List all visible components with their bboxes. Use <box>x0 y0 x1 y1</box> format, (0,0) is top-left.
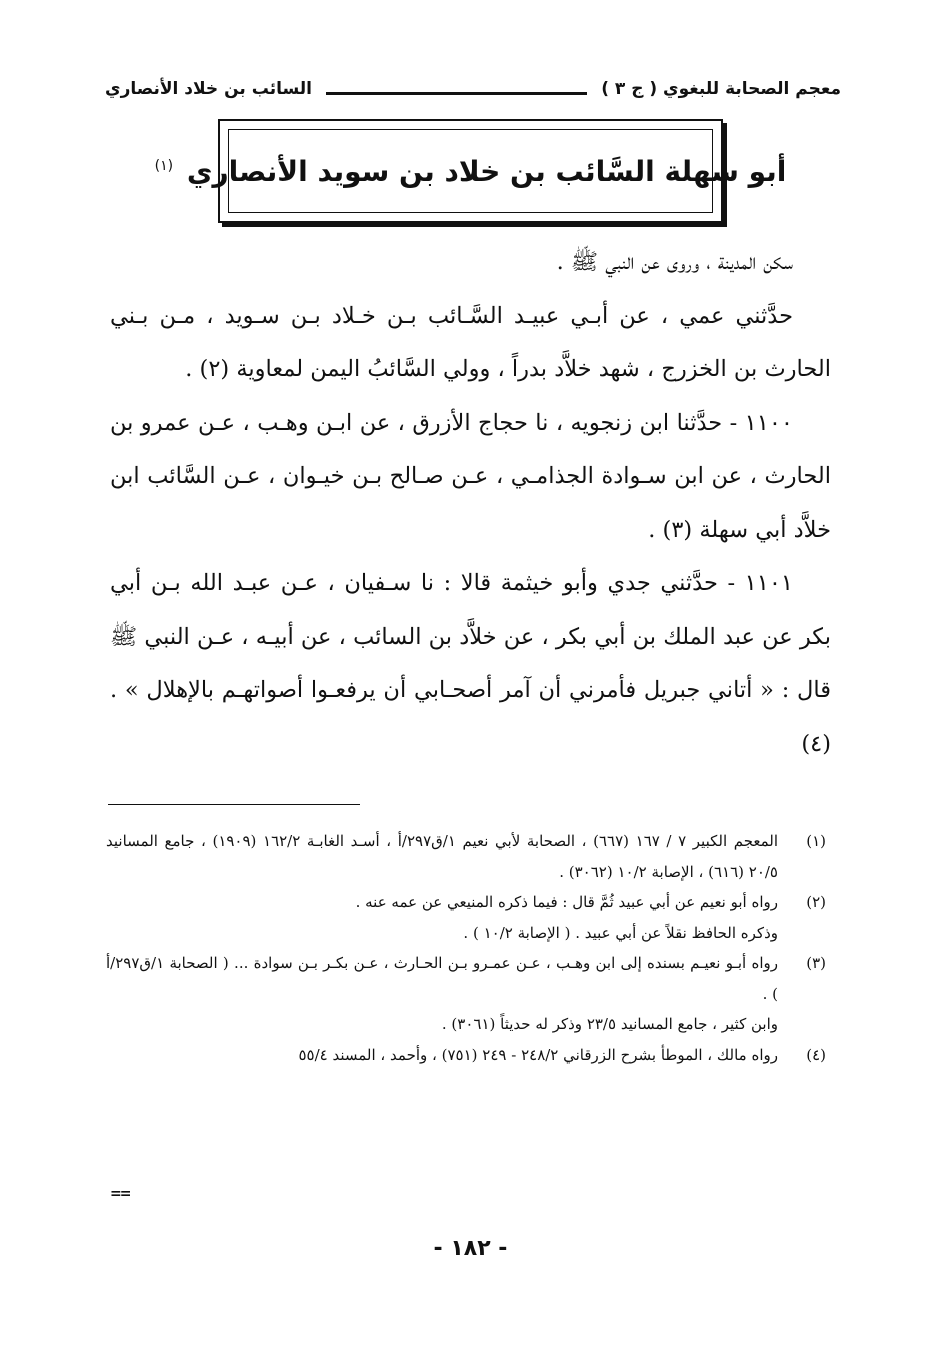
footnote-4 <box>106 1040 826 1071</box>
footnote-text: رواه مالك ، الموطأ بشرح الزرقاني ٢٤٨/٢ - ٢٤٩ (٧٥١) ، وأحمد ، المسند ٥٥/٤ <box>298 1045 778 1064</box>
header-entry-name: السائب بن خلاد الأنصاري <box>105 79 312 99</box>
footnote-text: رواه أبو نعيم عن أبي عبيد ثُمَّ قال : فيما ذكره المنيعي عن عمه عنه . <box>355 893 778 911</box>
footnote-3-continuation: وابن كثير ، جامع المسانيد ٢٣/٥ وذكر له حديثاً (٣٠٦١) . <box>441 1015 778 1033</box>
footnotes-section <box>106 826 826 1070</box>
footnote-2 <box>106 887 826 918</box>
entry-title-inner-frame <box>154 129 787 213</box>
footnote-number: (٤) <box>806 1045 826 1064</box>
entry-title <box>155 155 787 188</box>
footnote-3 <box>106 948 826 1009</box>
header-rule <box>326 92 587 95</box>
footnote-number: (٣) <box>806 954 826 972</box>
paragraph: حدَّثني عمي ، عن أبـي عبيـد السَّـائب بـن خـلاد بـن سـويد ، مـن بـني الحارث بن الخزرج ، شهد خلاَّد بدراً ، وولي السَّائبُ اليمن لمعاوية (٢) . <box>110 302 831 382</box>
footnote-text: رواه أبـو نعيـم بسنده إلى ابن وهـب ، عـن عمـرو بـن الحـارث ، عـن بكـر بـن سوادة ... ( الصحابة ١/ق٢٩٧/أ ) . <box>106 954 778 1003</box>
page-number: - ١٨٢ - <box>433 1236 508 1261</box>
hadith-paragraph: ١١٠٠ - حدَّثنا ابن زنجويه ، نا حجاج الأزرق ، عن ابـن وهـب ، عـن عمرو بن الحارث ، عن ابن سـوادة الجذامـي ، عـن صـالح بـن خيـوان ، عـن السَّائب ابن خلاَّد أبي سهلة (٣) . <box>110 409 831 543</box>
running-header <box>105 72 841 106</box>
header-book-title: معجم الصحابة للبغوي ( ج ٣ ) <box>601 79 841 99</box>
footnote-number: (١) <box>806 832 826 850</box>
footnote-2-continuation: وذكره الحافظ نقلاً عن أبي عبيد . ( الإصابة ١٠/٢ ) . <box>463 923 778 942</box>
continuation-mark: == <box>110 1186 130 1202</box>
entry-title-text: أبو سهلة السَّائب بن خلاد بن سويد الأنصاري <box>186 154 787 188</box>
footnote-text: المعجم الكبير ٧ / ١٦٧ (٦٦٧) ، الصحابة لأبي نعيم ١/ق٢٩٧/أ ، أسـد الغابـة ١٦٢/٢ (١٩٠٩) ، جامع المسانيد ٢٠/٥ (٦١٦) ، الإصابة ١٠/٢ (٣٠٦٢) . <box>106 832 779 881</box>
paragraph: سكن المدينة ، وروى عن النبي ﷺ . <box>556 249 793 275</box>
footnote-number: (٢) <box>806 893 826 911</box>
entry-title-box <box>154 119 787 223</box>
title-footnote-ref: (١) <box>154 158 174 175</box>
footnote-separator <box>108 804 360 805</box>
footnote-1 <box>106 826 826 887</box>
main-text <box>110 236 831 771</box>
hadith-paragraph: ١١٠١ - حدَّثني جدي وأبو خيثمة قالا : نا سـفيان ، عـن عبـد الله بـن أبي بكر عن عبد الملك بن أبي بكر ، عن خلاَّد بن السائب ، عن أبيـه ، عـن النبي ﷺ قال : « أتاني جبريل فأمرني أن آمر أصحـابي أن يرفعـوا أصواتهـم بالإهلال » . (٤) <box>110 570 831 757</box>
